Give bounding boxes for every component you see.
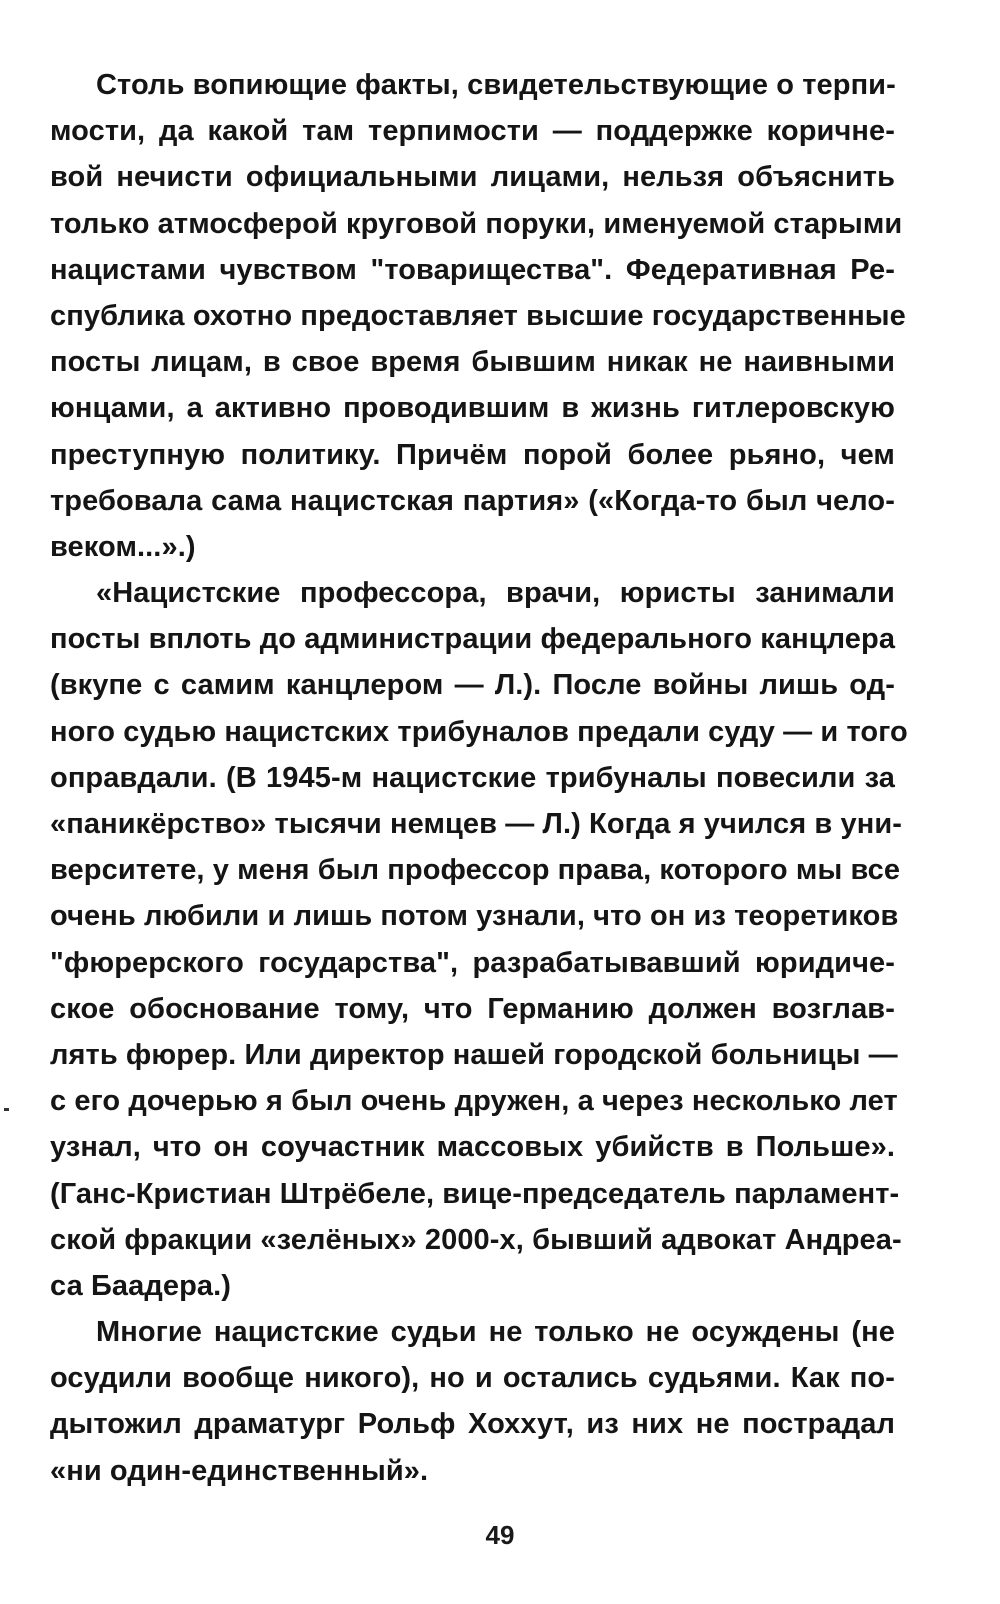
- text-line: Многие нацистские судьи не только не осуждены (не: [96, 1316, 895, 1349]
- text-line: ское обоснование тому, что Германию должен возглав-: [50, 992, 895, 1025]
- text-line: (Ганс-Кристиан Штрёбеле, вице-председатель парламент-: [50, 1177, 900, 1210]
- text-line: посты лицам, в свое время бывшим никак не наивными: [50, 346, 895, 379]
- text-line: са Баадера.): [50, 1269, 232, 1302]
- text-line: преступную политику. Причём порой более рьяно, чем: [50, 438, 895, 471]
- margin-mark: [4, 1108, 9, 1111]
- text-line: требовала сама нацистская партия» («Когда-то был чело-: [50, 484, 895, 517]
- text-line: только атмосферой круговой поруки, именуемой старыми: [50, 207, 903, 240]
- page-number: 49: [485, 1520, 515, 1550]
- text-line: нацистами чувством "товарищества". Федеративная Ре-: [50, 253, 895, 286]
- text-line: очень любили и лишь потом узнали, что он из теоретиков: [50, 900, 899, 933]
- text-line: веком...».): [50, 530, 196, 563]
- text-line: мости, да какой там терпимости — поддержке коричне-: [50, 115, 895, 148]
- text-line: узнал, что он соучастник массовых убийств в Польше».: [50, 1131, 895, 1164]
- text-line: лять фюрер. Или директор нашей городской больницы —: [50, 1038, 898, 1071]
- text-line: оправдали. (В 1945-м нацистские трибуналы повесили за: [50, 761, 895, 794]
- text-line: «ни один-единственный».: [50, 1454, 429, 1487]
- text-line: дытожил драматург Рольф Хоххут, из них не пострадал: [50, 1408, 895, 1441]
- text-line: осудили вообще никого), но и остались судьями. Как по-: [50, 1362, 895, 1395]
- text-line: ской фракции «зелёных» 2000-х, бывший адвокат Андреа-: [50, 1223, 902, 1256]
- text-line: «Нацистские профессора, врачи, юристы занимали: [96, 577, 895, 610]
- text-line: верситете, у меня был профессор права, которого мы все: [50, 854, 901, 887]
- text-line: "фюрерского государства", разрабатывавший юридиче-: [50, 946, 895, 979]
- text-line: ного судью нацистских трибуналов предали суду — и того: [50, 715, 908, 748]
- text-line: (вкупе с самим канцлером — Л.). После войны лишь од-: [50, 669, 895, 702]
- body-text: [50, 62, 908, 1494]
- text-line: «паникёрство» тысячи немцев — Л.) Когда я учился в уни-: [50, 808, 903, 840]
- text-line: с его дочерью я был очень дружен, а через несколько лет: [50, 1085, 898, 1118]
- text-line: посты вплоть до администрации федерального канцлера: [50, 623, 896, 656]
- text-line: юнцами, а активно проводившим в жизнь гитлеровскую: [50, 392, 895, 425]
- text-line: спублика охотно предоставляет высшие государственные: [50, 299, 906, 332]
- text-line: Столь вопиющие факты, свидетельствующие о терпи-: [96, 69, 896, 101]
- text-line: вой нечисти официальными лицами, нельзя объяснить: [50, 161, 895, 194]
